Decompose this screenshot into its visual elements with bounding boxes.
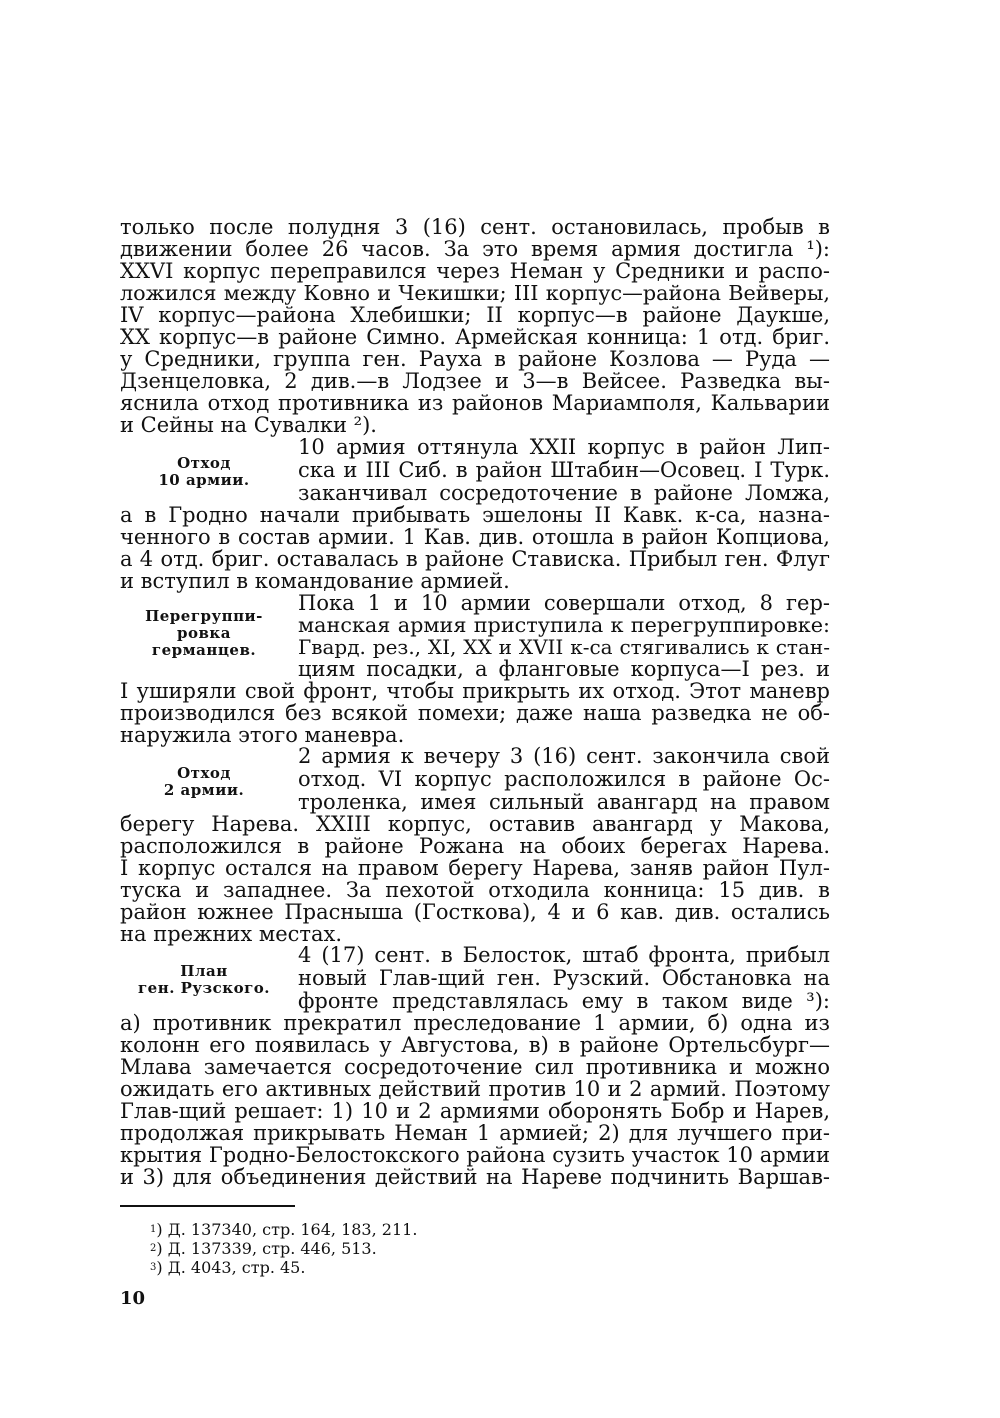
text-line: а 4 отд. бриг. оставалась в районе Стависка. Прибыл ген. Флуг: [120, 547, 830, 571]
text-line: заканчивал сосредоточение в районе Ломжа,: [298, 481, 830, 505]
margin-note-retreat-2: [120, 765, 288, 799]
text-line: движении более 26 часов. За это время армия достигла ¹):: [120, 237, 830, 261]
footnote-mark: 3: [150, 1262, 157, 1273]
text-line: троленка, имея сильный авангард на правом: [298, 790, 830, 814]
text-line: 10 армия оттянула XXII корпус в район Лип-: [298, 435, 830, 459]
text-line: 4 (17) сент. в Белосток, штаб фронта, прибыл: [298, 943, 830, 967]
text-line: новый Глав-щий ген. Рузский. Обстановка на: [298, 966, 830, 990]
margin-note-line: 10 армии.: [158, 471, 250, 489]
text-line: Гвард. рез., XI, XX и XVII к-са стягивались к стан-: [298, 635, 830, 659]
text-line: на прежних местах.: [120, 922, 343, 946]
text-line: ченного в состав армии. 1 Кав. див. отошла в район Копциова,: [120, 525, 830, 549]
margin-note-line: Отход: [177, 764, 231, 782]
text-line: расположился в районе Рожана на обоих берегах Нарева.: [120, 834, 830, 858]
text-line: фронте представлялась ему в таком виде ³):: [298, 989, 830, 1013]
text-line: производился без всякой помехи; даже наша разведка не об-: [120, 701, 830, 725]
text-line: у Средники, группа ген. Рауха в районе Козлова — Руда —: [120, 347, 830, 371]
text-line: I уширяли свой фронт, чтобы прикрыть их отход. Этот маневр: [120, 679, 830, 703]
footnote: $^3$) Д. 4043, стр. 45.: [150, 1258, 306, 1277]
text-line: только после полудня 3 (16) сент. остановилась, пробыв в: [120, 215, 830, 239]
text-line: 2 армия к вечеру 3 (16) сент. закончила свой: [298, 744, 830, 768]
text-line: наружила этого маневра.: [120, 723, 405, 747]
margin-note-line: План: [180, 962, 228, 980]
margin-note-retreat-10: [120, 455, 288, 489]
text-line: а) противник прекратил преследование 1 армии, б) одна из: [120, 1011, 830, 1035]
text-line: продолжая прикрывать Неман 1 армией; 2) для лучшего при-: [120, 1121, 830, 1145]
text-line: и Сейны на Сувалки ²).: [120, 413, 377, 437]
margin-note-line: ген. Рузского.: [137, 979, 270, 997]
text-line: колонн его появилась у Августова, в) в районе Ортельсбург—: [120, 1033, 830, 1057]
text-line: и вступил в командование армией.: [120, 569, 510, 593]
text-line: туска и западнее. За пехотой отходила конница: 15 див. в: [120, 878, 830, 902]
text-line: Дзенцеловка, 2 див.—в Лодзее и 3—в Вейсее. Разведка вы-: [120, 369, 830, 393]
margin-note-line: ровка: [177, 624, 231, 642]
text-line: циям посадки, а фланговые корпуса—I рез. и: [298, 657, 830, 681]
footnote-divider: [120, 1205, 295, 1207]
text-line: IV корпус—района Хлебишки; II корпус—в районе Даукше,: [120, 303, 830, 327]
footnote-mark: 1: [150, 1224, 157, 1235]
text-line: ска и III Сиб. в район Штабин—Осовец. I Турк.: [298, 458, 830, 482]
text-line: I корпус остался на правом берегу Нарева, заняв район Пул-: [120, 856, 830, 880]
text-line: яснила отход противника из районов Мариамполя, Кальварии: [120, 391, 830, 415]
footnote-text: Д. 4043, стр. 45.: [167, 1258, 306, 1277]
footnote-text: Д. 137340, стр. 164, 183, 211.: [167, 1220, 418, 1239]
text-line: манская армия приступила к перегруппировке:: [298, 613, 830, 637]
text-line: Пока 1 и 10 армии совершали отход, 8 гер-: [298, 591, 830, 615]
margin-note-line: германцев.: [151, 641, 257, 659]
footnote: $^1$) Д. 137340, стр. 164, 183, 211.: [150, 1220, 418, 1239]
text-line: отход. VI корпус расположился в районе Ос-: [298, 767, 830, 791]
text-line: и 3) для объединения действий на Нареве подчинить Варшав-: [120, 1165, 830, 1189]
text-line: ожидать его активных действий против 10 и 2 армий. Поэтому: [120, 1077, 830, 1101]
text-line: XXVI корпус переправился через Неман у Средники и распо-: [120, 259, 830, 283]
margin-note-line: Перегруппи-: [145, 607, 263, 625]
margin-note-plan: [120, 963, 288, 997]
text-line: XX корпус—в районе Симно. Армейская конница: 1 отд. бриг.: [120, 325, 830, 349]
text-line: ложился между Ковно и Чекишки; III корпус—района Вейверы,: [120, 281, 830, 305]
footnote: $^2$) Д. 137339, стр. 446, 513.: [150, 1239, 377, 1258]
text-line: Млава замечается сосредоточение сил противника и можно: [120, 1055, 830, 1079]
text-line: а в Гродно начали прибывать эшелоны II Кавк. к-са, назна-: [120, 503, 830, 527]
margin-note-line: 2 армии.: [163, 781, 245, 799]
text-line: крытия Гродно-Белостокского района сузить участок 10 армии: [120, 1143, 830, 1167]
margin-note-line: Отход: [177, 454, 231, 472]
footnote-mark: 2: [150, 1243, 157, 1254]
text-line: район южнее Прасныша (Госткова), 4 и 6 кав. див. остались: [120, 900, 830, 924]
text-line: Глав-щий решает: 1) 10 и 2 армиями оборонять Бобр и Нарев,: [120, 1099, 830, 1123]
footnote-text: Д. 137339, стр. 446, 513.: [167, 1239, 377, 1258]
margin-note-regroup: [120, 608, 288, 659]
text-line: берегу Нарева. XXIII корпус, оставив авангард у Макова,: [120, 812, 830, 836]
page-number: 10: [120, 1288, 146, 1309]
